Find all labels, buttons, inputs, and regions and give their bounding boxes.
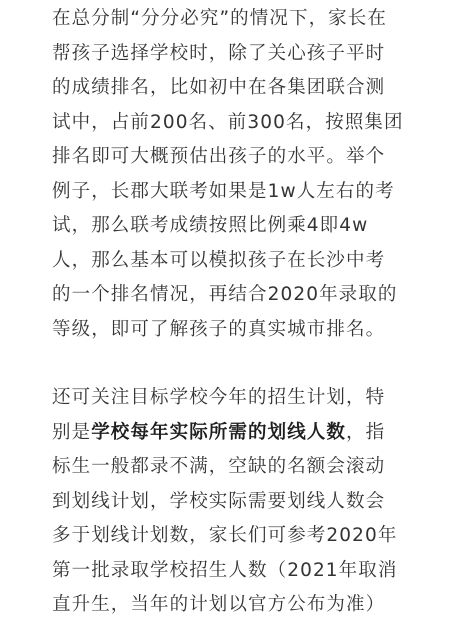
paragraph-line: 多于划线计划数，家长们可参考2020年 <box>52 525 398 546</box>
paragraph-line: 第一批录取学校招生人数（2021年取消 <box>52 559 398 581</box>
paragraph-line: 人，那么基本可以模拟孩子在长沙中考 <box>52 249 386 271</box>
paragraph-enrollment-plan <box>52 381 422 623</box>
paragraph-line: 还可关注目标学校今年的招生计划，特 <box>52 387 386 408</box>
article-body <box>52 0 422 623</box>
inline-text: ，指 <box>346 421 386 443</box>
paragraph-school-ranking <box>52 2 422 347</box>
emphasis-text: 学校每年实际所需的划线人数 <box>91 421 347 443</box>
paragraph-spacer <box>52 347 422 381</box>
inline-text: 别是 <box>52 421 92 443</box>
paragraph-line: 试中，占前200名、前300名，按照集团 <box>52 111 404 133</box>
paragraph-line: 例子，长郡大联考如果是1w人左右的考 <box>52 180 395 202</box>
paragraph-line: 排名即可大概预估出孩子的水平。举个 <box>52 146 386 167</box>
paragraph-line: 的成绩排名，比如初中在各集团联合测 <box>52 77 386 98</box>
paragraph-line: 标生一般都录不满，空缺的名额会滚动 <box>52 456 386 477</box>
paragraph-line: 在总分制“分分必究”的情况下，家长在 <box>52 8 387 29</box>
paragraph-line-with-emphasis <box>52 416 422 451</box>
paragraph-line: 的一个排名情况，再结合2020年录取的 <box>52 284 398 305</box>
paragraph-line: 直升生，当年的计划以官方公布为准） <box>52 594 386 615</box>
paragraph-line: 到划线计划，学校实际需要划线人数会 <box>52 490 386 512</box>
paragraph-line: 帮孩子选择学校时，除了关心孩子平时 <box>52 42 386 64</box>
paragraph-line: 等级，即可了解孩子的真实城市排名。 <box>52 318 386 340</box>
paragraph-line: 试，那么联考成绩按照比例乘4即4w <box>52 215 369 236</box>
